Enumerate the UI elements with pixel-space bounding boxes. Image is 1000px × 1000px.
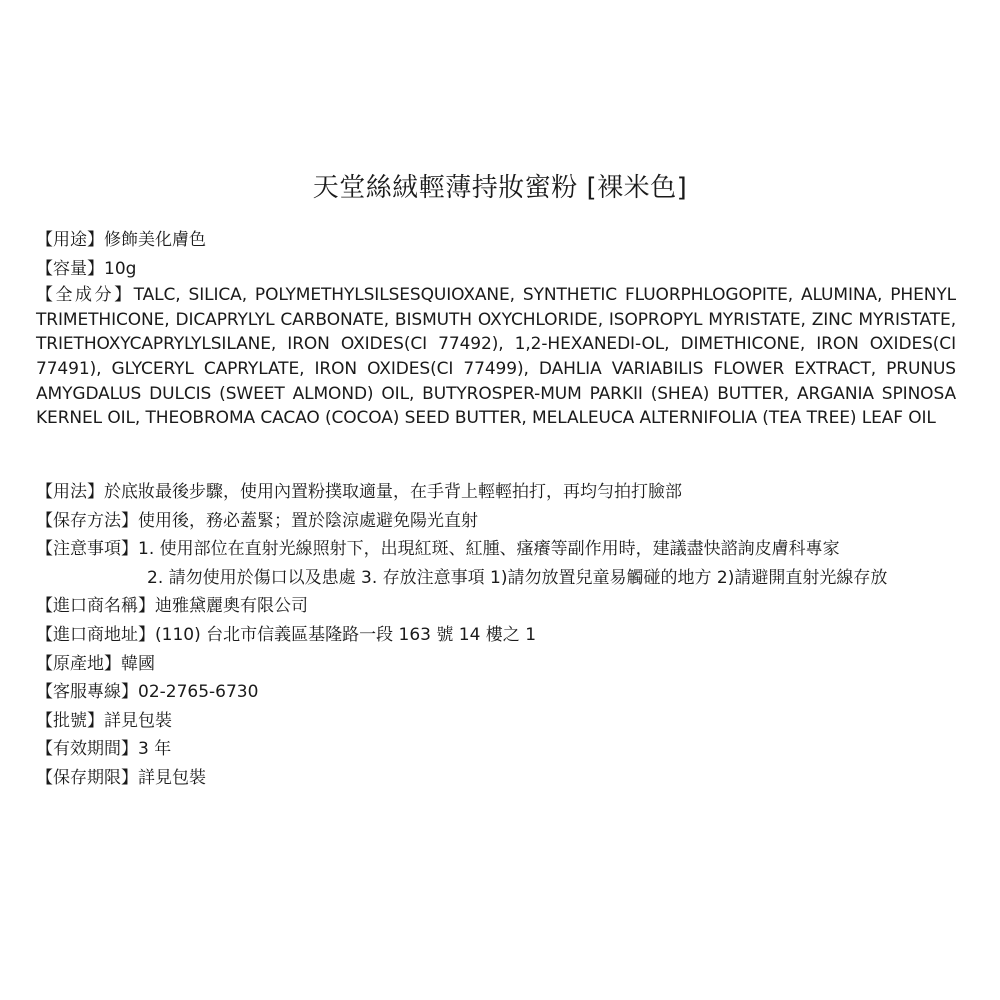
storage-method-label: 【保存方法】 [36, 510, 138, 531]
precautions-line-1: 1. 使用部位在直射光線照射下，出現紅斑、紅腫、瘙癢等副作用時，建議盡快諮詢皮膚科專家 [138, 539, 840, 560]
directions-label: 【用法】 [36, 482, 104, 502]
importer-address-value: (110) 台北市信義區基隆路一段 163 號 14 樓之 1 [155, 624, 537, 645]
batch-no-row [36, 707, 956, 736]
importer-name-row [36, 592, 956, 621]
ingredients-label: 【全成分】 [36, 285, 134, 306]
hotline-label: 【客服專線】 [36, 682, 138, 703]
origin-value: 韓國 [121, 653, 155, 674]
usage-purpose-value: 修飾美化膚色 [104, 230, 206, 250]
importer-address-row [36, 621, 956, 650]
shelf-life-value: 詳見包裝 [138, 767, 206, 788]
importer-name-value: 迪雅黛麗奧有限公司 [155, 596, 308, 617]
validity-label: 【有效期間】 [36, 739, 138, 760]
importer-name-label: 【進口商名稱】 [36, 596, 155, 617]
directions-row [36, 478, 956, 507]
hotline-row [36, 678, 956, 707]
batch-no-value: 詳見包裝 [104, 710, 172, 731]
usage-purpose-row [36, 226, 956, 255]
importer-address-label: 【進口商地址】 [36, 624, 155, 645]
hotline-value: 02-2765-6730 [138, 682, 259, 703]
origin-row [36, 650, 956, 679]
usage-purpose-label: 【用途】 [36, 230, 104, 250]
batch-no-label: 【批號】 [36, 710, 104, 731]
product-title: 天堂絲絨輕薄持妝蜜粉 [裸米色] [312, 173, 688, 203]
storage-method-row [36, 507, 956, 536]
capacity-label: 【容量】 [36, 258, 104, 279]
shelf-life-label: 【保存期限】 [36, 767, 138, 788]
shelf-life-row [36, 764, 956, 793]
capacity-row [36, 255, 956, 284]
ingredients-value: TALC, SILICA, POLYMETHYLSILSESQUIOXANE, SYNTHETIC FLUORPHLOGOPITE, ALUMINA, PHENYL TRIMETHICONE, DICAPRYLYL CARBONATE, BISMUTH OXYCHLORIDE, ISOPROPYL MYRISTATE, ZINC MYRISTATE, TRIETHOXYCAPRYLYLSILANE, IRON OXIDES(CI 77492), 1,2-HEXANEDI-OL, DIMETHICONE, IRON OXIDES(CI 77491), GLYCERYL CAPRYLATE, IRON OXIDES(CI 77499), DAHLIA VARIABILIS FLOWER EXTRACT, PRUNUS AMYGDALUS DULCIS (SWEET ALMOND) OIL, BUTYROSPER-MUM PARKII (SHEA) BUTTER, ARGANIA SPINOSA KERNEL OIL, THEOBROMA CACAO (COCOA) SEED BUTTER, MELALEUCA ALTERNIFOLIA (TEA TREE) LEAF OIL [36, 285, 956, 429]
product-info-bottom [36, 478, 956, 793]
validity-row [36, 735, 956, 764]
directions-value: 於底妝最後步驟，使用內置粉撲取適量，在手背上輕輕拍打，再均勻拍打臉部 [104, 482, 682, 502]
precautions-continuation-row [36, 564, 956, 593]
capacity-value: 10g [104, 258, 137, 279]
origin-label: 【原產地】 [36, 653, 121, 674]
precautions-line-2: 2. 請勿使用於傷口以及患處 3. 存放注意事項 1)請勿放置兒童易觸碰的地方 2)請避開直射光線存放 [147, 567, 888, 588]
ingredients-row [36, 283, 956, 431]
product-info-top [36, 226, 956, 431]
precautions-row [36, 535, 956, 564]
precautions-label: 【注意事項】 [36, 539, 138, 560]
validity-value: 3 年 [138, 739, 172, 760]
storage-method-value: 使用後，務必蓋緊；置於陰涼處避免陽光直射 [138, 510, 478, 531]
